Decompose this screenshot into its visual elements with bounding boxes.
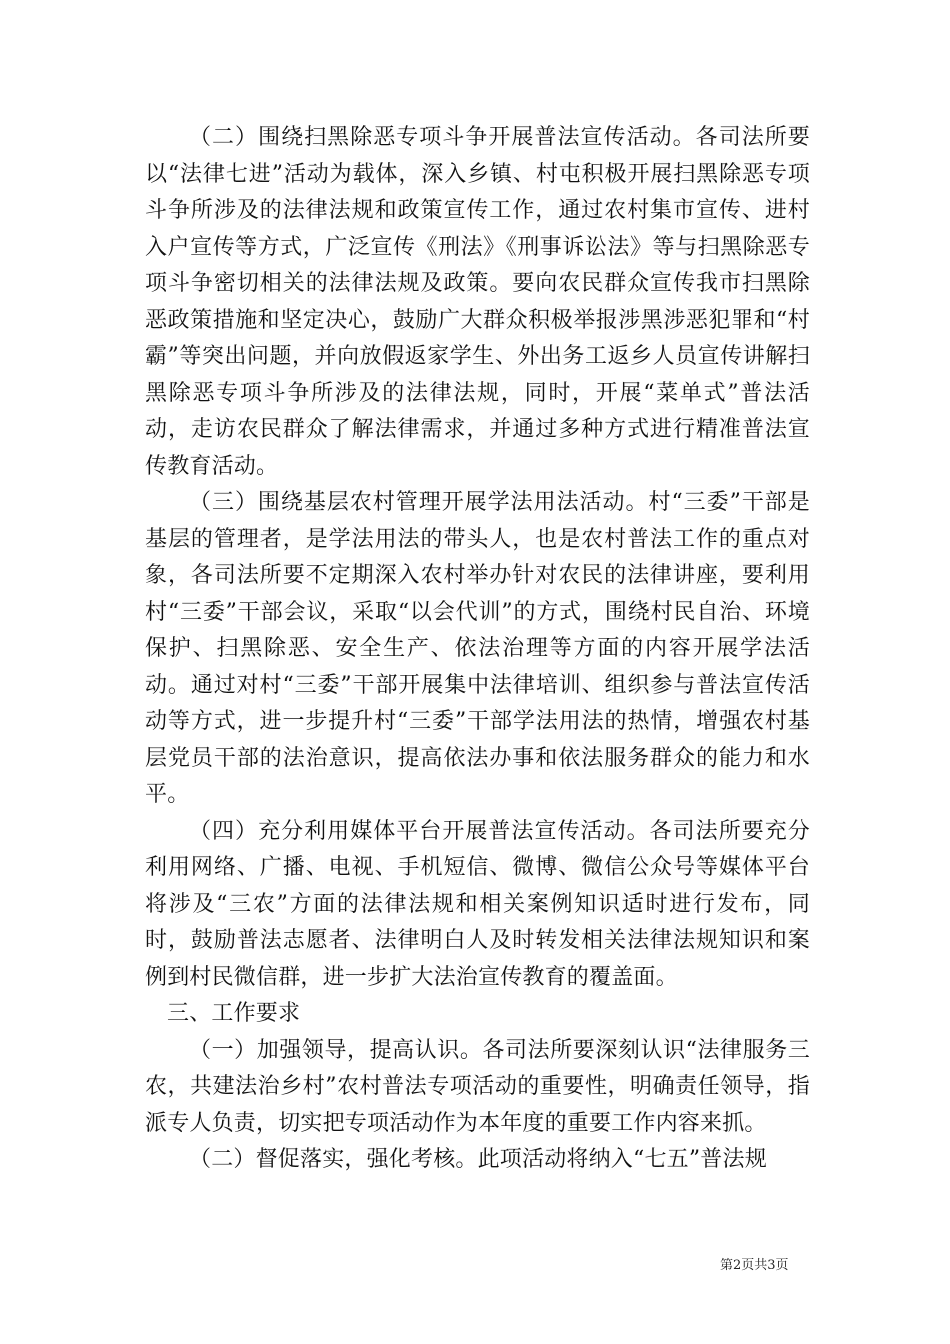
paragraph-media-platform: （四）充分利用媒体平台开展普法宣传活动。各司法所要充分利用网络、广播、电视、手机短信、微博、微信公众号等媒体平台将涉及“三农”方面的法律法规和相关案例知识适时进行发布，同时，鼓励普法志愿者、法律明白人及时转发相关法律法规知识和案例到村民微信群，进一步扩大法治宣传教育的覆盖面。 [145, 818, 810, 990]
section-heading-work-requirements: 三、工作要求 [167, 1001, 301, 1026]
paragraph-strengthen-leadership: （一）加强领导，提高认识。各司法所要深刻认识“法律服务三农，共建法治乡村”农村普法专项活动的重要性，明确责任领导，指派专人负责，切实把专项活动作为本年度的重要工作内容来抓。 [145, 1037, 810, 1136]
paragraph-sweep-crime-publicity: （二）围绕扫黑除恶专项斗争开展普法宣传活动。各司法所要以“法律七进”活动为载体，深入乡镇、村屯积极开展扫黑除恶专项斗争所涉及的法律法规和政策宣传工作，通过农村集市宣传、进村入户宣传等方式，广泛宣传《刑法》《刑事诉讼法》等与扫黑除恶专项斗争密切相关的法律法规及政策。要向农民群众宣传我市扫黑除恶政策措施和坚定决心，鼓励广大群众积极举报涉黑涉恶犯罪和“村霸”等突出问题，并向放假返家学生、外出务工返乡人员宣传讲解扫黑除恶专项斗争所涉及的法律法规，同时，开展“菜单式”普法活动，走访农民群众了解法律需求，并通过多种方式进行精准普法宣传教育活动。 [145, 125, 810, 479]
paragraph-rural-management: （三）围绕基层农村管理开展学法用法活动。村“三委”干部是基层的管理者，是学法用法的带头人，也是农村普法工作的重点对象，各司法所要不定期深入农村举办针对农民的法律讲座，要利用村“三委”干部会议，采取“以会代训”的方式，围绕村民自治、环境保护、扫黑除恶、安全生产、依法治理等方面的内容开展学法活动。通过对村“三委”干部开展集中法律培训、组织参与普法宣传活动等方式，进一步提升村“三委”干部学法用法的热情，增强农村基层党员干部的法治意识，提高依法办事和依法服务群众的能力和水平。 [145, 490, 810, 807]
document-body [145, 120, 810, 1179]
page-number-footer: 第2页共3页 [720, 1258, 789, 1273]
paragraph-supervise-implementation: （二）督促落实，强化考核。此项活动将纳入“七五”普法规 [189, 1147, 767, 1172]
